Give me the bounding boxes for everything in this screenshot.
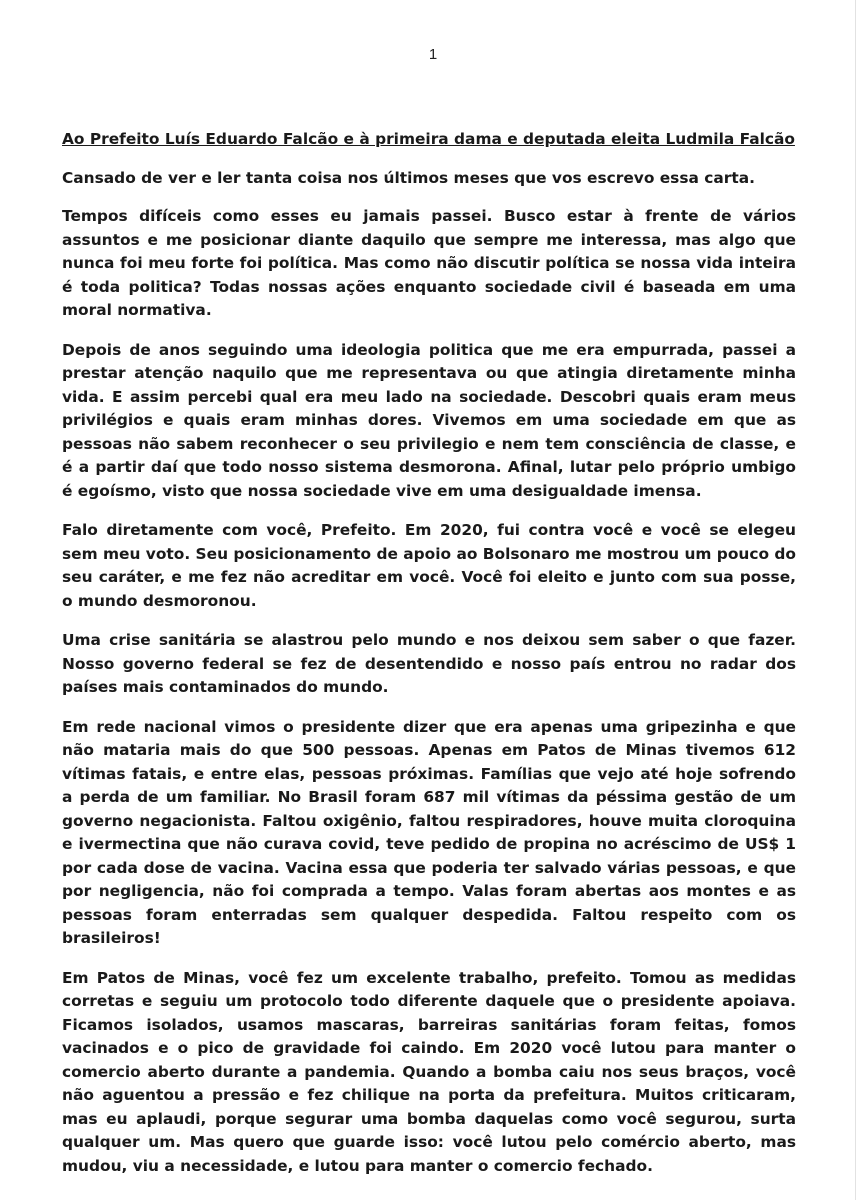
paragraph-health-crisis: Uma crise sanitária se alastrou pelo mundo e nos deixou sem saber o que fazer. Nosso governo federal se fez de desentendido e nosso país entrou no radar dos países mais contaminados do mundo. bbox=[62, 631, 796, 696]
paragraph-ideology: Depois de anos seguindo uma ideologia politica que me era empurrada, passei a prestar atenção naquilo que me representava ou que atingia diretamente minha vida. E assim percebi qual era meu lado na sociedade. Descobri quais eram meus privilégios e quais eram minhas dores. Vivemos em uma sociedade em que as pessoas não sabem reconhecer o seu privilegio e nem tem consciência de classe, e é a partir daí que todo nosso sistema desmorona. Afinal, lutar pelo próprio umbigo é egoísmo, visto que nossa sociedade vive em uma desigualdade imensa. bbox=[62, 340, 796, 500]
paragraph-election: Falo diretamente com você, Prefeito. Em 2020, fui contra você e você se elegeu sem meu voto. Seu posicionamento de apoio ao Bolsonaro me mostrou um pouco do seu caráter, e me fez não acreditar em você. Você foi eleito e junto com sua posse, o mundo desmoronou. bbox=[62, 521, 796, 610]
page-number: 1 bbox=[428, 46, 438, 63]
letter-body bbox=[62, 128, 796, 1194]
paragraph-intro: Cansado de ver e ler tanta coisa nos últimos meses que vos escrevo essa carta. bbox=[62, 168, 755, 187]
paragraph-national-response: Em rede nacional vimos o presidente dizer que era apenas uma gripezinha e que não mataria mais do que 500 pessoas. Apenas em Patos de Minas tivemos 612 vítimas fatais, e entre elas, pessoas próximas. Famílias que vejo até hoje sofrendo a perda de um familiar. No Brasil foram 687 mil vítimas da péssima gestão de um governo negacionista. Faltou oxigênio, faltou respiradores, houve muita cloroquina e ivermectina que não curava covid, teve pedido de propina no acréscimo de US$ 1 por cada dose de vacina. Vacina essa que poderia ter salvado várias pessoas, e que por negligencia, não foi comprada a tempo. Valas foram abertas aos montes e as pessoas foram enterradas sem qualquer despedida. Faltou respeito com os brasileiros! bbox=[62, 717, 796, 947]
paragraph-local-response: Em Patos de Minas, você fez um excelente trabalho, prefeito. Tomou as medidas corretas e seguiu um protocolo todo diferente daquele que o presidente apoiava. Ficamos isolados, usamos mascaras, barreiras sanitárias foram feitas, fomos vacinados e o pico de gravidade foi caindo. Em 2020 você lutou para manter o comercio aberto durante a pandemia. Quando a bomba caiu nos seus braços, você não aguentou a pressão e fez chilique na porta da prefeitura. Muitos criticaram, mas eu aplaudi, porque segurar uma bomba daquelas como você segurou, surta qualquer um. Mas quero que guarde isso: você lutou pelo comércio aberto, mas mudou, viu a necessidade, e lutou para manter o comercio fechado. bbox=[62, 968, 796, 1175]
paragraph-difficult-times: Tempos difíceis como esses eu jamais passei. Busco estar à frente de vários assuntos e me posicionar diante daquilo que sempre me interessa, mas algo que nunca foi meu forte foi política. Mas como não discutir política se nossa vida inteira é toda politica? Todas nossas ações enquanto sociedade civil é baseada em uma moral normativa. bbox=[62, 207, 796, 319]
letter-greeting: Ao Prefeito Luís Eduardo Falcão e à primeira dama e deputada eleita Ludmila Falcão bbox=[62, 130, 795, 148]
